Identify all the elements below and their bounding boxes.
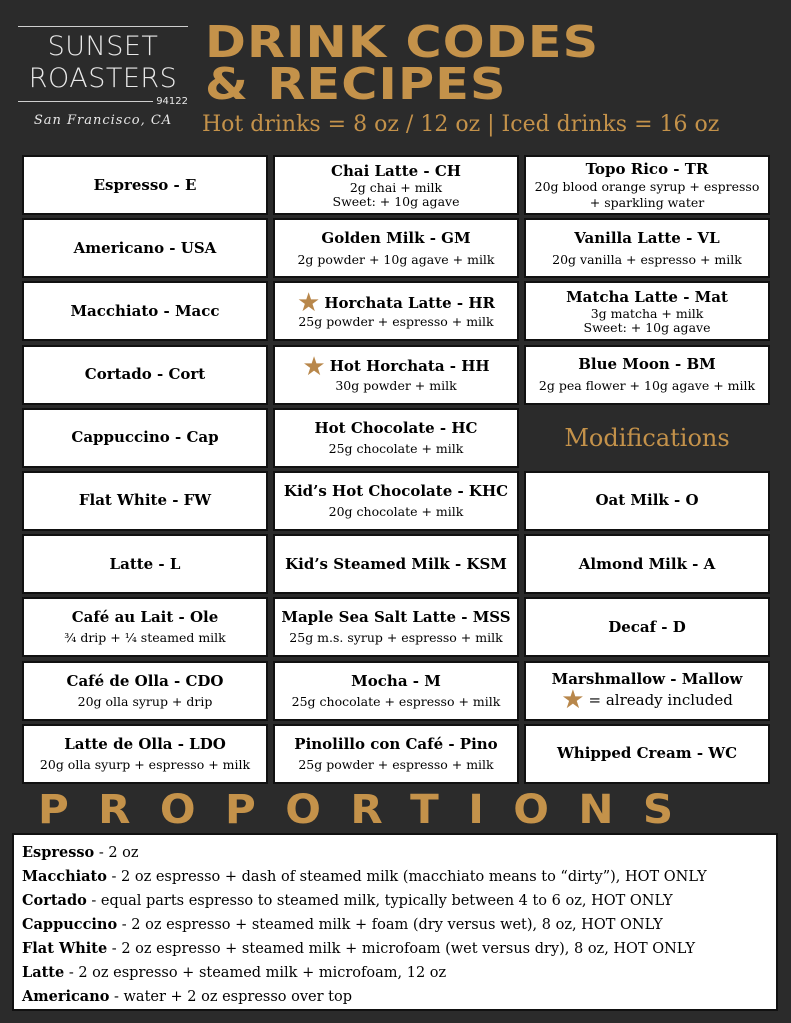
drink-cell-macchiato — [22, 281, 268, 341]
drink-name: Cortado - Cort — [84, 365, 206, 384]
drink-recipe: 25g m.s. syrup + espresso + milk — [289, 630, 503, 646]
logo-zip: 94122 — [156, 96, 188, 107]
drink-cell-cortado — [22, 345, 268, 405]
proportion-term: Macchiato — [22, 868, 107, 885]
drink-recipe: 25g chocolate + milk — [328, 440, 464, 456]
drink-cell-vanilla-latte — [524, 218, 770, 278]
drink-recipe: ¾ drip + ¼ steamed milk — [64, 630, 226, 646]
drink-cell-americano — [22, 218, 268, 278]
drink-cell-horchata-latte — [273, 281, 519, 341]
logo-line-1: SUNSET — [47, 31, 159, 62]
drink-cell-espresso — [22, 155, 268, 215]
mod-cell-whipped-cream — [524, 724, 770, 784]
drink-recipe: 20g blood orange syrup + espresso — [534, 178, 760, 194]
drink-cell-cafe-au-lait — [22, 597, 268, 657]
drink-cell-kids-steamed-milk — [273, 534, 519, 594]
drink-cell-latte-de-olla — [22, 724, 268, 784]
mod-cell-decaf — [524, 597, 770, 657]
drink-name: Flat White - FW — [78, 491, 212, 510]
drink-name: Café de Olla - CDO — [66, 671, 224, 690]
drink-recipe: 20g olla syrup + drip — [77, 693, 213, 709]
drink-name: Americano - USA — [73, 238, 217, 257]
drink-name: Espresso - E — [93, 175, 197, 194]
drink-cell-flat-white — [22, 471, 268, 531]
title-line-1: DRINK CODES — [205, 17, 600, 68]
drink-recipe: 2g chai + milk — [349, 179, 443, 195]
drink-cell-kids-hot-chocolate — [273, 471, 519, 531]
proportion-line — [22, 985, 768, 1009]
proportion-text: - 2 oz espresso + steamed milk + microfoam, 12 oz — [64, 965, 447, 981]
proportion-term: Cortado — [22, 892, 87, 909]
proportion-line — [22, 937, 768, 961]
mod-cell-oat-milk — [524, 471, 770, 531]
drink-name: Pinolillo con Café - Pino — [294, 734, 498, 753]
star-icon: ★ — [297, 288, 321, 319]
star-legend — [561, 685, 733, 715]
proportion-term: Cappuccino — [22, 916, 118, 933]
page-subtitle: Hot drinks = 8 oz / 12 oz | Iced drinks = 16 oz — [202, 112, 720, 137]
drink-cell-topo-rico — [524, 155, 770, 215]
proportion-term: Flat White — [22, 940, 108, 957]
drink-cell-mocha — [273, 661, 519, 721]
drink-name: Cappuccino - Cap — [71, 428, 219, 447]
drink-cell-cappuccino — [22, 408, 268, 468]
mod-name: Marshmallow - Mallow — [551, 670, 743, 688]
proportion-text: - 2 oz espresso + steamed milk + microfoam (wet versus dry), 8 oz, HOT ONLY — [107, 941, 696, 957]
proportion-line — [22, 889, 768, 913]
drink-name: Blue Moon - BM — [578, 355, 716, 374]
proportion-term: Americano — [22, 988, 110, 1005]
proportion-text: - water + 2 oz espresso over top — [109, 989, 353, 1005]
drink-recipe: 20g olla syurp + espresso + milk — [39, 756, 251, 772]
proportion-line — [22, 841, 768, 865]
mod-name: Whipped Cream - WC — [556, 744, 738, 763]
drink-recipe-cont: + sparkling water — [589, 194, 705, 210]
proportions-heading: PROPORTIONS — [38, 787, 703, 833]
star-icon: ★ — [561, 685, 585, 715]
drink-recipe: 30g powder + milk — [335, 377, 457, 393]
drink-name: Golden Milk - GM — [321, 228, 471, 247]
drink-name: Horchata Latte - HR — [324, 293, 495, 312]
mod-cell-marshmallow — [524, 661, 770, 721]
drink-cell-blue-moon — [524, 345, 770, 405]
proportion-text: - 2 oz espresso + steamed milk + foam (dry versus wet), 8 oz, HOT ONLY — [117, 917, 663, 933]
drink-cell-hot-chocolate — [273, 408, 519, 468]
logo-rule — [18, 26, 188, 27]
proportions-list — [12, 833, 778, 1011]
drink-name: Kid’s Steamed Milk - KSM — [285, 554, 507, 573]
drink-name: Matcha Latte - Mat — [566, 287, 728, 306]
drink-recipe: 20g chocolate + milk — [328, 503, 464, 519]
mod-cell-almond-milk — [524, 534, 770, 594]
drink-name: Mocha - M — [351, 671, 441, 690]
mod-name: Almond Milk - A — [578, 554, 716, 573]
brand-logo — [18, 26, 188, 128]
drink-name: Topo Rico - TR — [585, 159, 709, 178]
proportion-line — [22, 913, 768, 937]
drink-name: Café au Lait - Ole — [71, 608, 219, 627]
drink-cell-hot-horchata — [273, 345, 519, 405]
drink-name: Maple Sea Salt Latte - MSS — [281, 608, 511, 627]
logo-line-2: ROASTERS — [28, 63, 178, 94]
drink-cell-cafe-de-olla — [22, 661, 268, 721]
drink-name: Hot Horchata - HH — [329, 357, 490, 376]
proportion-term: Espresso — [22, 844, 95, 861]
logo-city: San Francisco, CA — [33, 113, 173, 128]
mod-name: Decaf - D — [608, 617, 686, 636]
drink-name: Chai Latte - CH — [331, 161, 461, 180]
title-line-2: & RECIPES — [205, 59, 507, 110]
drink-recipe-sweet: Sweet: + 10g agave — [332, 193, 460, 209]
modifications-heading: Modifications — [564, 423, 730, 452]
drink-recipe: 25g powder + espresso + milk — [298, 314, 494, 330]
proportion-text: - 2 oz — [94, 845, 139, 861]
proportion-text: - equal parts espresso to steamed milk, typically between 4 to 6 oz, HOT ONLY — [86, 893, 673, 909]
star-icon: ★ — [302, 351, 326, 382]
proportion-line — [22, 961, 768, 985]
drink-codes-grid — [22, 155, 770, 783]
drink-cell-golden-milk — [273, 218, 519, 278]
drink-cell-chai-latte — [273, 155, 519, 215]
drink-recipe: 3g matcha + milk — [590, 305, 704, 321]
drink-name: Latte de Olla - LDO — [64, 734, 226, 753]
drink-name: Latte - L — [109, 554, 181, 573]
mod-name: Oat Milk - O — [595, 491, 699, 510]
page-title — [205, 17, 600, 110]
star-legend-text: = already included — [588, 691, 733, 709]
proportion-line — [22, 865, 768, 889]
logo-zip-row — [18, 96, 188, 107]
drink-name: Kid’s Hot Chocolate - KHC — [283, 481, 509, 500]
drink-name: Hot Chocolate - HC — [314, 418, 478, 437]
drink-cell-maple-sea-salt-latte — [273, 597, 519, 657]
drink-recipe: 25g powder + espresso + milk — [298, 756, 494, 772]
drink-recipe-sweet: Sweet: + 10g agave — [583, 319, 711, 335]
drink-cell-pinolillo — [273, 724, 519, 784]
drink-recipe: 2g powder + 10g agave + milk — [297, 251, 495, 267]
drink-recipe: 20g vanilla + espresso + milk — [552, 251, 742, 267]
drink-cell-latte — [22, 534, 268, 594]
drink-recipe: 2g pea flower + 10g agave + milk — [538, 378, 756, 394]
drink-recipe: 25g chocolate + espresso + milk — [291, 693, 501, 709]
proportion-term: Latte — [22, 964, 65, 981]
drink-cell-matcha-latte — [524, 281, 770, 341]
drink-name: Vanilla Latte - VL — [574, 228, 720, 247]
drink-name: Macchiato - Macc — [70, 301, 220, 320]
proportion-text: - 2 oz espresso + dash of steamed milk (macchiato means to “dirty”), HOT ONLY — [106, 869, 707, 885]
